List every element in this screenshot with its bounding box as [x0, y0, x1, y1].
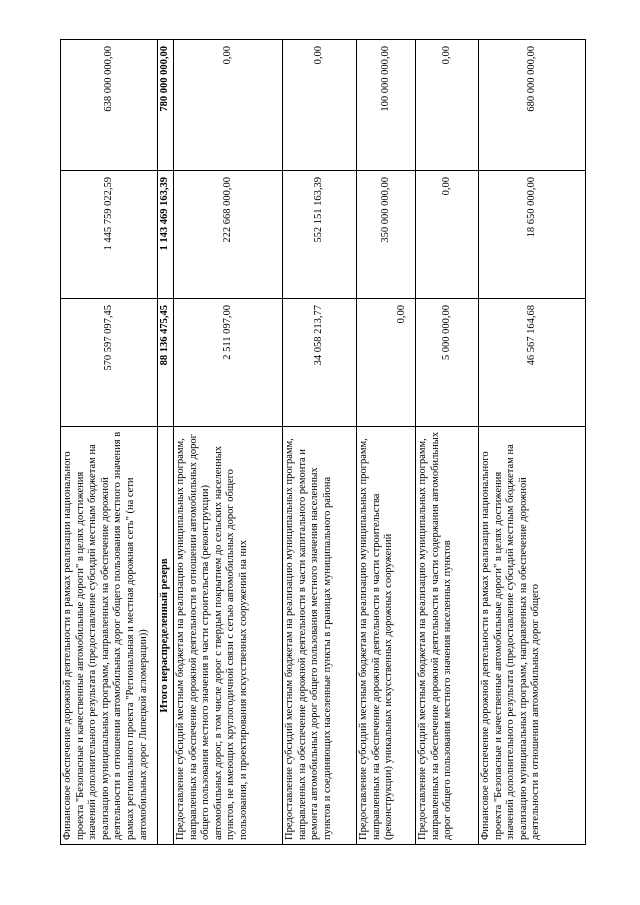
amount-cell: 100 000 000,00 [357, 40, 416, 171]
total-amount: 780 000 000,00 [158, 40, 174, 171]
amount-cell: 680 000 000,00 [479, 40, 586, 171]
amount-cell: 0,00 [283, 40, 357, 171]
amount-cell: 5 000 000,00 [416, 299, 479, 427]
total-amount: 1 143 469 163,39 [158, 171, 174, 299]
amount-cell: 570 597 097,45 [61, 299, 158, 427]
row-description: Предоставление субсидий местным бюджетам на реализацию муниципальных программ, направленных на обеспечение дорожной деятельности в части содержания автомобильных дорог общего пользования местного значения населенных пунктов [416, 427, 479, 845]
table-row [283, 40, 357, 845]
row-description: Финансовое обеспечение дорожной деятельности в рамках реализации национального проекта "Безопасные и качественные автомобильные дороги" в целях достижения значений дополнительного результата (предоставление субсидий местным бюджетам на реализацию муниципальных программ, направленных на обеспечение дорожной деятельности в отношении автомобильных дорог общего [479, 427, 586, 845]
amount-cell: 1 445 759 022,59 [61, 171, 158, 299]
table-row [61, 40, 158, 845]
table-row [174, 40, 283, 845]
amount-cell: 46 567 164,68 [479, 299, 586, 427]
amount-cell: 0,00 [416, 171, 479, 299]
amount-cell: 222 668 000,00 [174, 171, 283, 299]
amount-cell: 34 058 213,77 [283, 299, 357, 427]
table-row [479, 40, 586, 845]
amount-cell: 350 000 000,00 [357, 171, 416, 299]
row-description: Предоставление субсидий местным бюджетам на реализацию муниципальных программ, направленных на обеспечение дорожной деятельности в части строительства (реконструкции) уникальных искусственных дорожных сооружений [357, 427, 416, 845]
amount-cell: 0,00 [174, 40, 283, 171]
rotated-page [60, 40, 585, 845]
amount-cell: 0,00 [357, 299, 416, 427]
total-row [158, 40, 174, 845]
table-row [416, 40, 479, 845]
row-description: Предоставление субсидий местным бюджетам на реализацию муниципальных программ, направленных на обеспечение дорожной деятельности в отношении автомобильных дорог общего пользования местного значения в части строительства (реконструкции) автомобильных дорог, в том числе дорог с твердым покрытием до сельских населенных пунктов, не имеющих круглогодичной связи с сетью автомобильных дорог общего пользования, и проектирования искусственных сооружений на них [174, 427, 283, 845]
row-description: Финансовое обеспечение дорожной деятельности в рамках реализации национального проекта "Безопасные и качественные автомобильные дороги" в целях достижения значений дополнительного результата (предоставление субсидий местным бюджетам на реализацию муниципальных программ, направленных на обеспечение дорожной деятельности в отношении автомобильных дорог общего пользования местного значения в рамках регионального проекта "Региональная и местная дорожная сеть" (на сети автомобильных дорог Липецкой агломерации)) [61, 427, 158, 845]
table-row [357, 40, 416, 845]
total-amount: 88 136 475,45 [158, 299, 174, 427]
amount-cell: 638 000 000,00 [61, 40, 158, 171]
amount-cell: 18 650 000,00 [479, 171, 586, 299]
amount-cell: 0,00 [416, 40, 479, 171]
total-label: Итого нераспределенный резерв [158, 427, 174, 845]
budget-table [60, 39, 586, 845]
amount-cell: 2 511 097,00 [174, 299, 283, 427]
amount-cell: 552 151 163,39 [283, 171, 357, 299]
row-description: Предоставление субсидий местным бюджетам на реализацию муниципальных программ, направленных на обеспечение дорожной деятельности в части капитального ремонта и ремонта автомобильных дорог общего пользования местного значения населенных пунктов и соединяющих населенные пункты в границах муниципального района [283, 427, 357, 845]
